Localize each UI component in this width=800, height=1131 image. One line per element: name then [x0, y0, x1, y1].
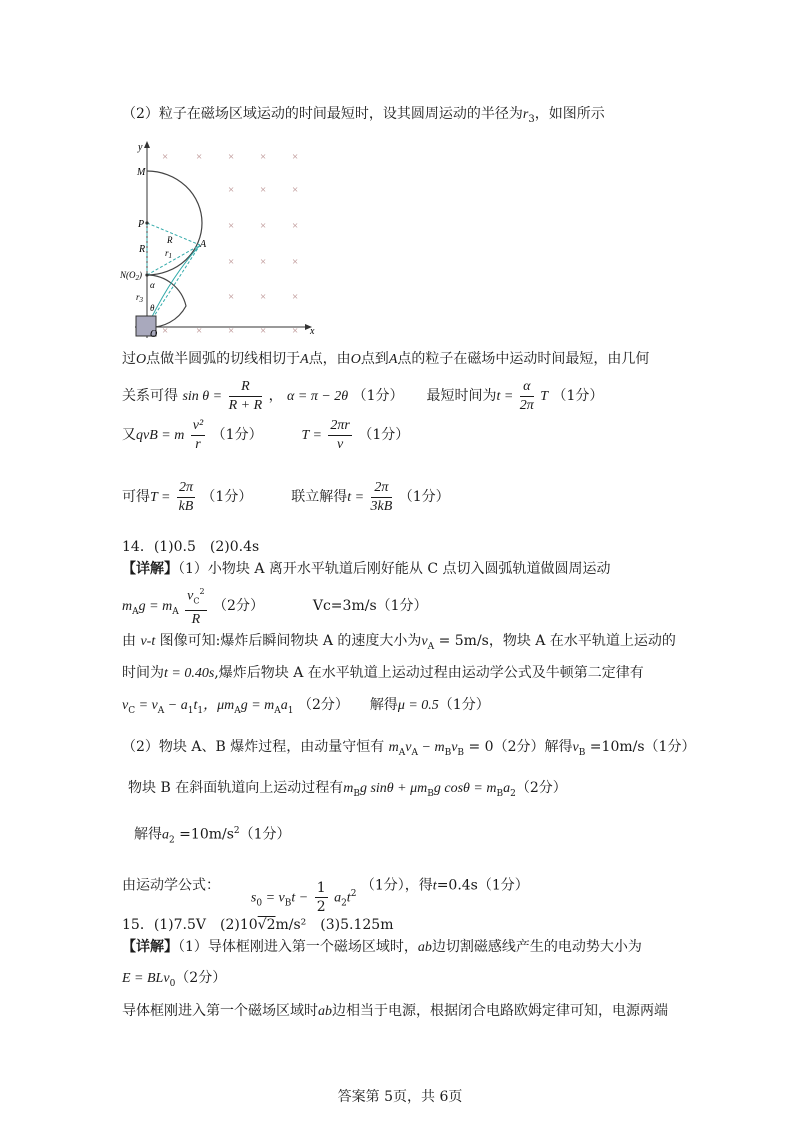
q14-p5: （2）物块 A、B 爆炸过程，由动量守恒有 $m_Av_A - m_Bv_B = 0(2$分）解得$v_B =10m/s(1$分）	[122, 739, 696, 758]
page-footer: 答案第 5页，共 6页	[337, 1089, 463, 1105]
cross: ×	[292, 220, 299, 232]
q14-p8: 由运动学公式： $s_0 = v_Bt$ − $\frac{1}{2}$ $a_2t^2$ （1分），得t=0.4s（1分）	[122, 877, 529, 916]
dashed-N-A	[147, 245, 200, 275]
cross: ×	[228, 325, 235, 337]
label-A: A	[200, 239, 207, 250]
q14-p7: 解得$a_2 =10m/s^2(1$分）	[134, 826, 291, 846]
para3: 可得T = $\frac{2\pi}{kB}$ （1分） 联立解得t = $\frac{2\pi}{3kB}$ （1分）	[122, 479, 450, 514]
cross: ×	[260, 325, 267, 337]
point-N	[145, 273, 148, 276]
label-r3: $r_3$	[136, 292, 144, 304]
q15-heading: 15．(1)7.5V (2)10√2m/s² (3)5.125m	[122, 917, 394, 933]
q15-eq: E = BLv$_0$（2分）	[122, 970, 227, 989]
cross: ×	[292, 184, 299, 196]
cross: ×	[292, 325, 299, 337]
q14-p6: 物块 B 在斜面轨道向上运动过程有$m_Bg$ $\sin\theta + \mu m_Bg$ $\cos\theta = m_Ba_2(2$分）	[128, 780, 567, 799]
label-theta: θ	[150, 303, 155, 313]
label-r1: $r_1$	[165, 248, 173, 260]
cross: ×	[228, 291, 235, 303]
q14-p2: 由 v-t 图像可知:爆炸后瞬间物块 A 的速度大小为$v_A = 5m/s$，物块 A 在水平轨道上运动的	[122, 633, 676, 652]
label-alpha: α	[150, 280, 155, 290]
cross: ×	[228, 184, 235, 196]
cross: ×	[292, 151, 299, 163]
label-M: M	[137, 167, 146, 178]
x-axis-label: x	[310, 326, 315, 337]
para1-line2: 关系可得 sin θ = $\frac{R}{R + R}$ ， α = π − 2θ （1分） 最短时间为t = $\frac{\alpha}{2\pi}$ T （1分）	[122, 378, 604, 413]
cross: ×	[228, 151, 235, 163]
cross: ×	[260, 256, 267, 268]
label-R-inner: R	[167, 235, 173, 245]
cross: ×	[260, 220, 267, 232]
point-P	[145, 221, 148, 224]
cross: ×	[228, 256, 235, 268]
q14-detail: 【详解】（1）小物块 A 离开水平轨道后刚好能从 C 点切入圆弧轨道做圆周运动	[122, 561, 611, 577]
y-axis-arrow	[144, 141, 150, 148]
cross: ×	[228, 220, 235, 232]
label-P: P	[138, 219, 145, 230]
para2: 又qvB = m $\frac{\text{v²}}{r}$ （1分） T = $\frac{2\pi r}{v}$ （1分）	[122, 417, 410, 452]
cross: ×	[292, 291, 299, 303]
cross: ×	[260, 291, 267, 303]
label-O: O	[150, 329, 158, 340]
magnetic-field-figure	[120, 138, 330, 353]
q15-detail: 【详解】（1）导体框刚进入第一个磁场区域时，ab边切割磁感线产生的电动势大小为	[122, 939, 642, 955]
label-R-left: R	[139, 244, 146, 255]
q14-heading: 14．(1)0.5 (2)0.4s	[122, 539, 260, 555]
q14-eq1: $m_Ag = m_A$ $\frac{v_C^2}{R}$ （2分） Vc=3m/s（1分）	[122, 583, 428, 631]
cross: ×	[260, 151, 267, 163]
section2-intro: （2）粒子在磁场区域运动的时间最短时，设其圆周运动的半径为$r_3$，如图所示	[122, 106, 605, 125]
cross: ×	[292, 256, 299, 268]
para1-line1: 过O点做半圆弧的切线相切于A点，由O点到A点的粒子在磁场中运动时间最短，由几何	[122, 351, 650, 367]
q15-last: 导体框刚进入第一个磁场区域时ab边相当于电源，根据闭合电路欧姆定律可知，电源两端	[122, 1003, 668, 1019]
cross: ×	[196, 325, 203, 337]
dashed-O-A	[147, 245, 200, 327]
label-N: $N(O_2)$	[120, 270, 142, 282]
cross: ×	[162, 151, 169, 163]
q14-p4: $v_C = v_A - a_1t_1$，$\mu m_Ag = m_Aa_1$ （2分） 解得μ = 0.5（1分）	[122, 697, 490, 716]
cross: ×	[260, 184, 267, 196]
q14-p3: 时间为t = 0.40s,爆炸后物块 A 在水平轨道上运动过程由运动学公式及牛顿第二定律有	[122, 665, 644, 681]
y-axis-label: y	[138, 142, 143, 153]
field-crosses	[162, 151, 298, 337]
cross: ×	[162, 325, 169, 337]
cross: ×	[196, 151, 203, 163]
dashed-P-A	[147, 223, 200, 245]
